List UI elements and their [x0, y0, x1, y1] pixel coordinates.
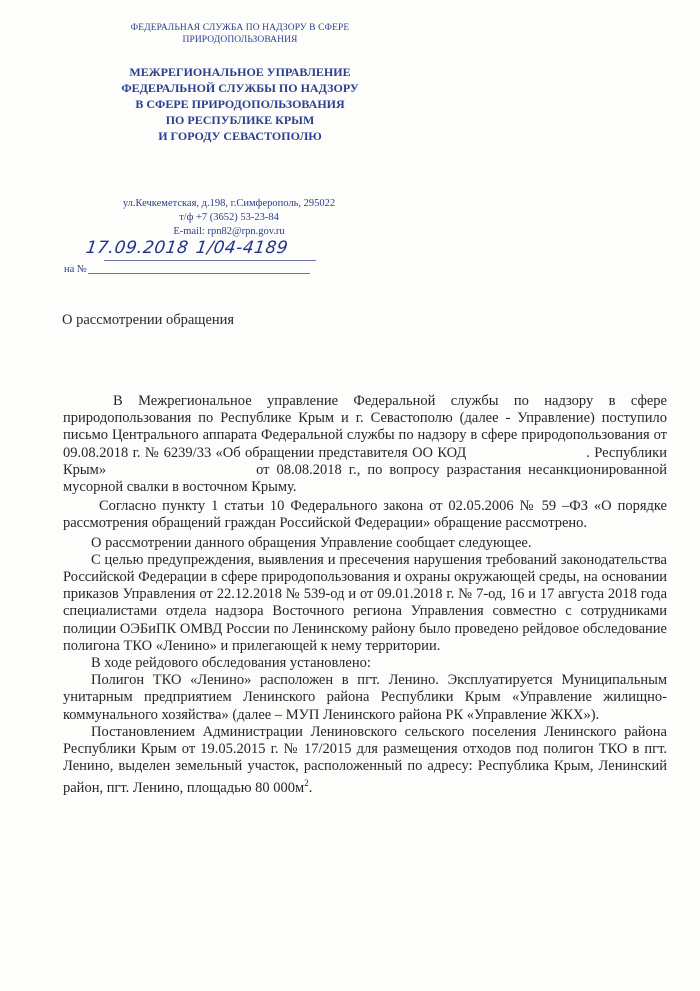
letter-subject: О рассмотрении обращения — [62, 312, 235, 328]
paragraph-2: Согласно пункту 1 статьи 10 Федерального закона от 02.05.2006 № 59 –ФЗ «О порядке рассмотрения обращений граждан Российской Федерации» обращение рассмотрено. — [63, 498, 667, 532]
paragraph-3: О рассмотрении данного обращения Управление сообщает следующее. — [91, 534, 532, 551]
email-line: E-mail: rpn82@rpn.gov.ru — [173, 226, 285, 237]
agency-address — [78, 197, 380, 239]
letter-body — [63, 393, 667, 798]
agency-parent-line: ПРИРОДОПОЛЬЗОВАНИЯ — [182, 35, 298, 45]
paragraph-7-end: . — [308, 780, 313, 797]
paragraph-1 — [63, 393, 667, 496]
paragraph-5: В ходе рейдового обследования установлено: — [91, 655, 371, 672]
area-unit-superscript: 2 — [304, 778, 309, 789]
paragraph-6: Полигон ТКО «Ленино» расположен в пгт. Ленино. Эксплуатируется Муниципальным унитарным предприятием Ленинского района Республики Крым «Управление жилищно-коммунального хозяйства» (далее – МУП Ленинского района РК «Управление ЖКХ»). — [63, 672, 667, 723]
paragraph-7-text: Постановлением Администрации Лениновского сельского поселения Ленинского района Республики Крым от 19.05.2015 г. № 17/2015 для размещения отходов под полигон ТКО в пгт. Ленино, выделен земельный участок, расположенный по адресу: Республика Крым, Ленинский район, пгт. Ленино, площадью 80 000м — [63, 723, 667, 797]
paragraph-7 — [63, 724, 667, 798]
agency-name-line: МЕЖРЕГИОНАЛЬНОЕ УПРАВЛЕНИЕ — [129, 65, 351, 79]
agency-parent-name — [92, 22, 388, 46]
reference-underline — [88, 273, 310, 274]
registration-date: 17.09.2018 — [84, 238, 190, 258]
phone-line: т/ф +7 (3652) 53-23-84 — [179, 212, 279, 223]
agency-parent-line: ФЕДЕРАЛЬНАЯ СЛУЖБА ПО НАДЗОРУ В СФЕРЕ — [130, 23, 350, 33]
agency-name-line: ФЕДЕРАЛЬНОЙ СЛУЖБЫ ПО НАДЗОРУ — [121, 81, 359, 95]
agency-name-line: И ГОРОДУ СЕВАСТОПОЛЮ — [158, 129, 322, 143]
agency-name — [92, 64, 388, 144]
paragraph-1-region: . Республики Крым» — [63, 444, 667, 478]
agency-name-line: В СФЕРЕ ПРИРОДОПОЛЬЗОВАНИЯ — [135, 97, 345, 111]
agency-name-line: ПО РЕСПУБЛИКЕ КРЫМ — [165, 113, 315, 127]
registration-underline — [104, 260, 316, 261]
registration-number: 1/04-4189 — [194, 238, 290, 258]
paragraph-1-text: В Межрегиональное управление Федеральной службы по надзору в сфере природопользования по Республике Крым и г. Севастополю (далее - Управление) поступило письмо Центрального аппарата Федеральной службы по надзору в сфере природопользования от 09.08.2018 г. № 6239/33 «Об обращении представителя ОО КОД — [63, 393, 667, 461]
paragraph-4: С целью предупреждения, выявления и пресечения нарушения требований законодательства Российской Федерации в сфере природопользования и охраны окружающей среды, на основании приказов Управления от 22.12.2018 № 539-од и от 09.01.2018 г. № 7-од, 16 и 17 августа 2018 года специалистами отдела надзора Восточного региона Управления совместно с сотрудниками полиции ОЭБиПК ОМВД России по Ленинскому району было проведено рейдовое обследование полигона ТКО «Ленино» и прилегающей к нему территории. — [63, 551, 667, 654]
paragraph-1-from: от — [256, 461, 270, 478]
paragraph-1-tail: 08.08.2018 г., по вопросу разрастания несанкционированной мусорной свалки в восточном Крыму. — [63, 461, 667, 496]
address-line: ул.Кечкеметская, д.198, г.Симферополь, 295022 — [122, 198, 336, 209]
reference-number-label: на № — [64, 264, 87, 275]
